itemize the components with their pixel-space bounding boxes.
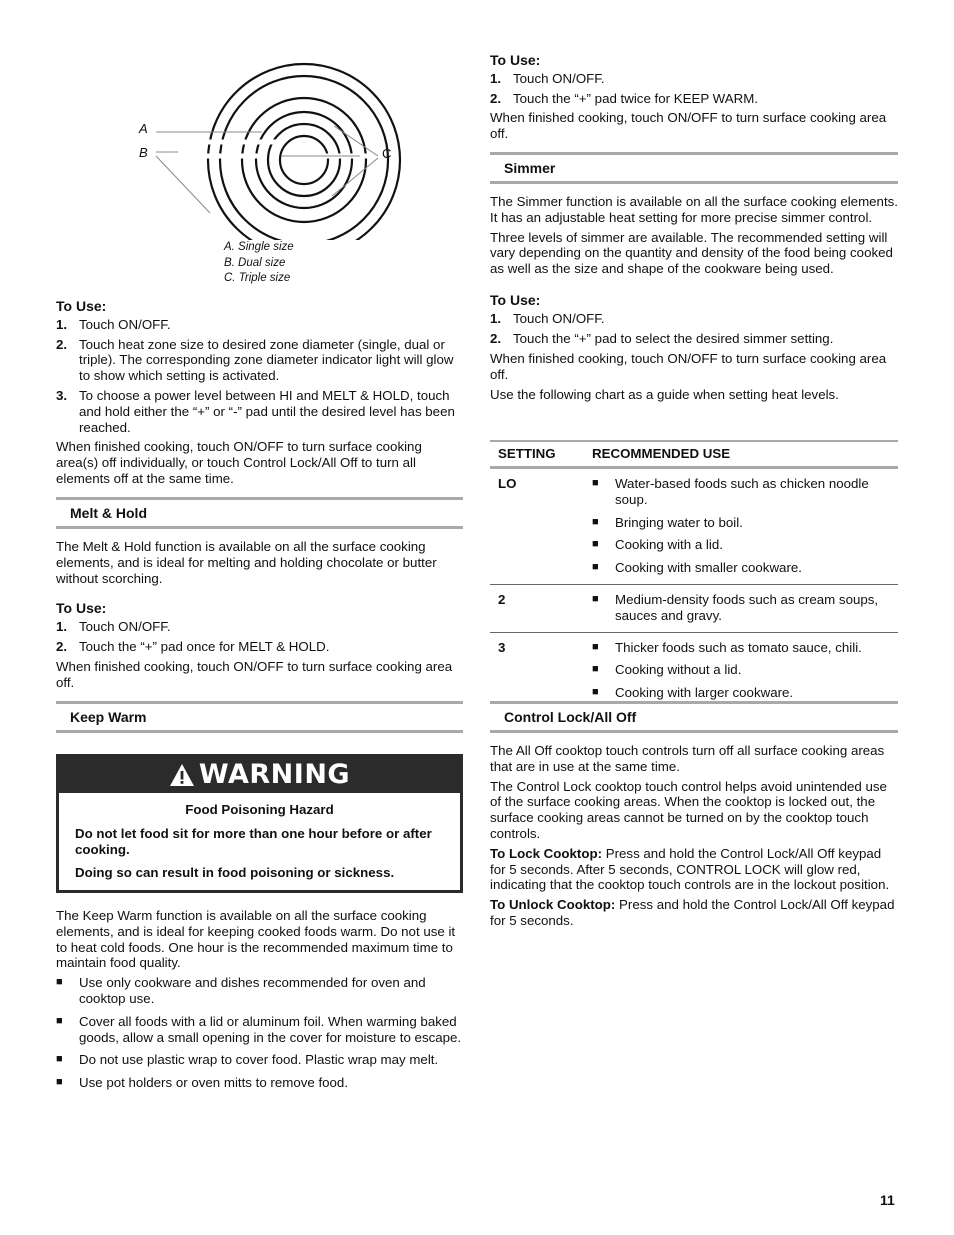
list-item: ■ Use only cookware and dishes recommended for oven and cooktop use. [56, 975, 426, 1006]
bullet-square-icon: ■ [592, 640, 599, 653]
step-item: 2. Touch heat zone size to desired zone diameter (single, dual or triple). The corresponding zone diameter indicator light will glow to show which setting is activated. [56, 336, 454, 384]
step-item: 1. Touch ON/OFF. [56, 619, 171, 635]
step-item: 1. Touch ON/OFF. [490, 310, 605, 326]
lock-label: To Lock Cooktop: [490, 845, 603, 861]
col-setting-header: SETTING [498, 446, 556, 462]
list-item: ■ Cooking with larger cookware. [592, 685, 794, 701]
to-use-heading: To Use: [56, 600, 107, 617]
melt-hold-steps [56, 619, 463, 655]
simmer-after: When finished cooking, touch ON/OFF to turn surface cooking area off. [490, 351, 887, 383]
melt-hold-intro: The Melt & Hold function is available on all the surface cooking elements, and is ideal for melting and holding chocolate or butter without scorching. [56, 539, 437, 586]
to-use-heading: To Use: [490, 291, 541, 308]
setting-cell: LO [498, 476, 517, 491]
label-a: A [139, 121, 148, 136]
col-use-header: RECOMMENDED USE [592, 446, 731, 462]
to-use-heading: To Use: [56, 298, 107, 314]
uses-cell [591, 468, 898, 585]
to-use-heading: To Use: [490, 52, 541, 68]
legend-item-dual: B. Dual size [224, 256, 286, 269]
simmer-p1: The Simmer function is available on all the surface cooking elements. It has an adjustable heat setting for more precise simmer control. [490, 194, 898, 225]
warning-header [59, 757, 460, 793]
keep-warm-title: Keep Warm [56, 701, 463, 733]
bullet-square-icon: ■ [56, 1014, 63, 1027]
label-b: B [139, 145, 148, 160]
uses-cell [591, 584, 898, 632]
keep-warm-use-block [490, 53, 898, 142]
setting-cell: 3 [498, 639, 506, 655]
list-item: ■ Thicker foods such as tomato sauce, chili. [592, 639, 862, 655]
list-item: ■ Cooking with smaller cookware. [592, 560, 802, 576]
unlock-label: To Unlock Cooktop: [490, 897, 616, 913]
melt-hold-section [56, 497, 463, 690]
simmer-title: Simmer [490, 152, 898, 184]
list-item: ■ Cover all foods with a lid or aluminum foil. When warming baked goods, allow a small opening in the cover for moisture to escape. [56, 1013, 462, 1045]
warning-body [59, 793, 460, 890]
cooktop-zone-diagram [56, 0, 463, 300]
step-item: 2. Touch the “+” pad to select the desired simmer setting. [490, 330, 834, 346]
list-item: ■ Cooking with a lid. [592, 537, 723, 553]
simmer-table-wrap [490, 440, 898, 709]
zone-use-block [56, 299, 463, 487]
simmer-steps [490, 311, 898, 347]
warning-line-2: Doing so can result in food poisoning or sickness. [75, 865, 395, 881]
simmer-settings-table [490, 440, 898, 709]
control-lock-title: Control Lock/All Off [490, 701, 898, 733]
bullet-square-icon: ■ [592, 538, 599, 551]
zone-after-text: When finished cooking, touch ON/OFF to turn surface cooking area(s) off individually, or touch Control Lock/All Off to turn all elements off at the same time. [56, 439, 422, 486]
step-item: 1. Touch ON/OFF. [490, 70, 605, 86]
bullet-square-icon: ■ [592, 592, 599, 605]
setting-cell: 2 [498, 591, 506, 607]
list-item: ■ Medium-density foods such as cream soups, sauces and gravy. [592, 591, 879, 623]
page-number: 11 [880, 1192, 895, 1208]
keep-warm-steps [490, 71, 898, 107]
bullet-square-icon: ■ [56, 1076, 63, 1089]
zone-steps [56, 317, 463, 436]
bullet-square-icon: ■ [592, 477, 599, 489]
list-item: ■ Do not use plastic wrap to cover food. Plastic wrap may melt. [56, 1052, 439, 1068]
step-item: 2. Touch the “+” pad once for MELT & HOLD. [56, 638, 330, 654]
warning-box [56, 754, 463, 893]
table-row [490, 584, 898, 632]
control-lock-p1: The All Off cooktop touch controls turn off all surface cooking areas that are in use at the same time. [490, 743, 885, 774]
warning-title: Food Poisoning Hazard [185, 802, 334, 817]
chart-intro: Use the following chart as a guide when setting heat levels. [490, 386, 839, 402]
melt-hold-title: Melt & Hold [56, 497, 463, 529]
keep-warm-after: When finished cooking, touch ON/OFF to turn surface cooking area off. [490, 110, 887, 142]
legend-item-single: A. Single size [224, 241, 294, 253]
uses-cell [591, 632, 898, 709]
bullet-square-icon: ■ [592, 663, 599, 676]
step-item: 1. Touch ON/OFF. [56, 316, 171, 332]
bullet-square-icon: ■ [56, 1053, 63, 1066]
simmer-section [490, 152, 898, 403]
label-c: C [382, 146, 392, 161]
step-item: 2. Touch the “+” pad twice for KEEP WARM. [490, 90, 758, 106]
warning-label: WARNING [198, 759, 351, 791]
legend-item-triple: C. Triple size [224, 272, 291, 285]
step-item: 3. To choose a power level between HI and MELT & HOLD, touch and hold either the “+” or “-” pad until the desired level has been reached. [56, 387, 455, 435]
unlock-instructions: To Unlock Cooktop: Press and hold the Control Lock/All Off keypad for 5 seconds. [490, 897, 895, 928]
list-item: ■ Bringing water to boil. [592, 514, 743, 530]
control-lock-section [490, 701, 898, 929]
keep-warm-bullets [56, 975, 463, 1091]
table-row [490, 632, 898, 709]
warning-triangle-icon [169, 763, 195, 787]
list-item: ■ Water-based foods such as chicken noodle soup. [592, 476, 869, 507]
keep-warm-intro: The Keep Warm function is available on all the surface cooking elements, and is ideal for keeping cooked foods warm. Do not use it to heat cold foods. One hour is the recommended maximum time to maintain food quality. [56, 908, 456, 971]
bullet-square-icon: ■ [592, 561, 599, 574]
warning-line-1: Do not let food sit for more than one hour before or after cooking. [75, 825, 432, 857]
list-item: ■ Use pot holders or oven mitts to remove food. [56, 1075, 349, 1091]
list-item: ■ Cooking without a lid. [592, 662, 742, 678]
keep-warm-body [56, 908, 463, 1091]
control-lock-p2: The Control Lock cooktop touch control helps avoid unintended use of the surface cooking areas. When the cooktop is locked out, the surface cooking areas cannot be turned on by the cooktop touch controls. [490, 778, 887, 841]
table-row [490, 468, 898, 585]
zone-rings-figure [56, 0, 463, 240]
simmer-p2: Three levels of simmer are available. The recommended setting will vary depending on the quantity and density of the food being cooked as well as the size and shape of the cookware being used. [490, 229, 893, 277]
diagram-legend [224, 240, 294, 287]
bullet-square-icon: ■ [56, 976, 63, 989]
keep-warm-title-bar [56, 701, 463, 733]
bullet-square-icon: ■ [592, 515, 599, 528]
melt-hold-after: When finished cooking, touch ON/OFF to turn surface cooking area off. [56, 658, 453, 690]
lock-instructions: To Lock Cooktop: Press and hold the Control Lock/All Off keypad for 5 seconds. After 5 seconds, CONTROL LOCK will glow red, indicating that the cooktop touch controls are in the lockout position. [490, 845, 890, 893]
table-header-row [490, 441, 898, 468]
bullet-square-icon: ■ [592, 686, 599, 699]
